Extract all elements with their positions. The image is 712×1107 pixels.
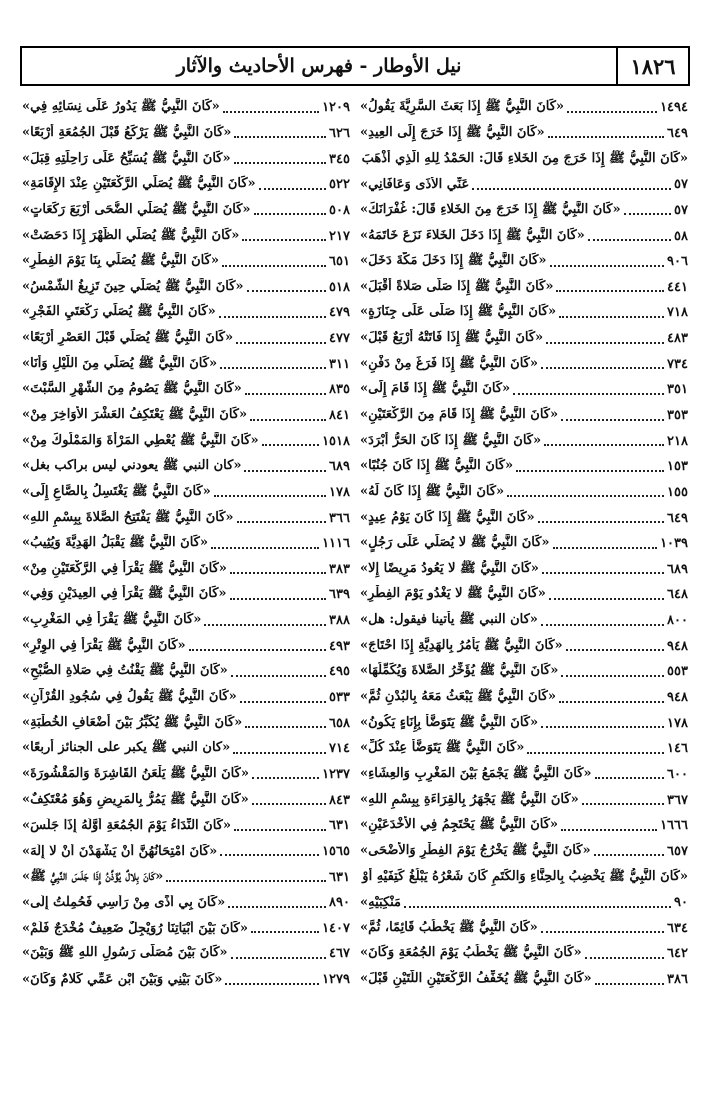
hadith-text: «كَانَ النَّبِيُّ ﷺ يَخْطُبُ يَوْمَ الجُمُعَةِ وَكَانَ» <box>360 945 582 961</box>
index-entry <box>360 198 688 224</box>
hadith-text: «كَانَ النَّبِيُّ ﷺ يَغْتَسِلُ بِالصَّاعِ إِلَى» <box>22 483 211 499</box>
hadith-text: «كَانَ النَّبِيُّ ﷺ إِذَا فَرَغَ مِنْ دَفْنِ» <box>360 355 538 371</box>
index-entry <box>22 505 350 531</box>
index-entry <box>360 300 688 326</box>
hadith-number: ٩٤٨ <box>667 638 688 654</box>
hadith-number: ٦٣٤ <box>667 920 688 936</box>
index-entry <box>360 864 688 890</box>
leader-dots <box>240 701 326 703</box>
index-entry <box>22 95 350 121</box>
hadith-text: «كَانَ النَّبِيُّ ﷺ إِذَا فَاتَتْهُ أَرْبَعٌ قَبْلَ» <box>360 330 544 346</box>
index-entry <box>22 813 350 839</box>
leader-dots <box>507 495 664 497</box>
hadith-number: ١٢٣٧ <box>322 766 350 782</box>
leader-dots <box>244 470 326 472</box>
hadith-text: «كَانَ النِّدَاءُ يَوْمَ الجُمُعَةِ أَوَّلُهُ إِذَا جَلَسَ» <box>22 818 231 834</box>
index-entry <box>360 480 688 506</box>
leader-dots <box>231 957 327 959</box>
hadith-number: ٦٨٩ <box>667 561 688 577</box>
hadith-number: ١٧٨ <box>329 484 350 500</box>
leader-dots <box>550 265 665 267</box>
index-entry <box>360 249 688 275</box>
hadith-number: ١٥٥ <box>667 484 688 500</box>
hadith-number: ٣٨٨ <box>329 613 350 629</box>
hadith-text: «كَانَ النَّبِيُّ ﷺ يُصَلِّي الرَّكْعَتَيْنِ عِنْدَ الإِقَامَةِ» <box>22 176 256 192</box>
hadith-number: ١٤٩٤ <box>660 100 688 116</box>
hadith-text: «كَانَ النَّبِيُّ ﷺ إِذَا كَانَ لَهُ» <box>360 483 505 499</box>
index-entry <box>360 377 688 403</box>
index-entry <box>22 864 350 890</box>
hadith-text: «كَانَ النَّبِيُّ ﷺ إِذَا كَانَ يَوْمُ عِيدٍ» <box>360 509 535 525</box>
hadith-number: ٦٤٢ <box>667 946 688 962</box>
leader-dots <box>166 880 326 882</box>
index-entry <box>360 172 688 198</box>
leader-dots <box>556 290 664 292</box>
hadith-number: ٣٤٥ <box>329 151 350 167</box>
index-entry <box>360 121 688 147</box>
index-entry <box>22 172 350 198</box>
index-entry <box>360 428 688 454</box>
index-entry <box>22 531 350 557</box>
leader-dots <box>236 342 326 344</box>
index-entry <box>360 967 688 993</box>
hadith-number: ٣٨٦ <box>667 972 688 988</box>
leader-dots <box>228 906 326 908</box>
index-entry <box>360 890 688 916</box>
hadith-text: «كان النبي ﷺ يعودني ليس براكب بغل» <box>22 458 242 474</box>
hadith-number: ٤٩٥ <box>329 664 350 680</box>
index-entry <box>22 967 350 993</box>
leader-dots <box>250 419 326 421</box>
hadith-number: ٣٨٣ <box>329 561 350 577</box>
index-entry <box>22 710 350 736</box>
index-entry <box>22 223 350 249</box>
leader-dots <box>561 829 657 831</box>
hadith-text: «كَانَ النَّبِيُّ ﷺ يَعْتَكِفُ العَشْرَ الأَوَاخِرَ مِنْ» <box>22 407 248 422</box>
hadith-text: «كَانَ النَّبِيُّ ﷺ لا يُصَلِّي عَلَى رَجُلٍ» <box>360 535 550 551</box>
leader-dots <box>233 752 326 754</box>
hadith-number: ٥٢٢ <box>329 177 350 193</box>
leader-dots <box>516 470 664 472</box>
leader-dots <box>234 136 326 138</box>
index-entry <box>22 454 350 480</box>
hadith-text: «كَانَ النَّبِيُّ ﷺ إِذَا بَعَثَ السَّرِيَّةَ يَقُولُ» <box>360 99 565 115</box>
hadith-text: «كَانَ النَّبِيُّ ﷺ إِذَا خَرَجَ مِنَ الخَلاءِ قَالَ: غُفْرَانَكَ» <box>360 201 621 217</box>
index-entry <box>360 839 688 865</box>
hadith-text: «كَانَ النَّبِيُّ ﷺ إِذَا دَخَلَ الخَلاءَ نَزَعَ خَاتَمَهُ» <box>360 227 585 243</box>
hadith-text: «كَانَ بَيْنِي وَبَيْنَ ابْنِ عَمِّي كَلامٌ وَكَانَ» <box>22 972 223 988</box>
index-entry <box>22 428 350 454</box>
index-entry <box>360 710 688 736</box>
leader-dots <box>247 290 327 292</box>
leader-dots <box>189 649 326 651</box>
index-entry <box>360 659 688 685</box>
hadith-number: ٦٥٨ <box>329 715 350 731</box>
hadith-number: ٣٥٣ <box>667 408 688 423</box>
index-entry <box>360 505 688 531</box>
leader-dots <box>231 675 326 677</box>
leader-dots <box>538 521 664 523</box>
index-entry <box>22 403 350 429</box>
leader-dots <box>234 829 326 831</box>
leader-dots <box>214 495 326 497</box>
leader-dots <box>259 188 326 190</box>
hadith-number: ٣٦٦ <box>329 510 350 526</box>
hadith-text: «كَانَ النَّبِيُّ ﷺ يَرْكَعُ قَبْلَ الجُمُعَةِ أَرْبَعًا» <box>22 124 232 140</box>
index-entry <box>22 890 350 916</box>
index-entry <box>22 941 350 967</box>
hadith-text: «كَانَ بِي أَذًى مِنْ رَأْسِي فَحُمِلْتُ إِلَى» <box>22 895 226 911</box>
hadith-number: ٨٤٣ <box>329 792 350 808</box>
hadith-text: مَنْكِبَيْهِ» <box>360 895 402 911</box>
hadith-text: «كان النبي ﷺ يأتينا فيقول: هل» <box>360 612 538 628</box>
leader-dots <box>546 342 664 344</box>
hadith-text: «كَانَ النَّبِيُّ ﷺ يَخْطُبُ قَائِمًا، ثُمَّ» <box>360 919 538 935</box>
leader-dots <box>624 213 671 215</box>
leader-dots <box>219 316 326 318</box>
index-entry <box>360 274 688 300</box>
leader-dots <box>245 393 326 395</box>
leader-dots <box>542 572 664 574</box>
hadith-text: «كَانَ النَّبِيُّ ﷺ يَقْرَأُ فِي المَغْرِبِ» <box>22 612 202 628</box>
hadith-text: «كَانَ النَّبِيُّ ﷺ إِذَا صَلَّى عَلَى جِنَازَةٍ» <box>360 304 557 320</box>
hadith-number: ٢١٧ <box>329 228 350 244</box>
index-entry <box>360 454 688 480</box>
hadith-text: «كَانَ النَّبِيُّ ﷺ يَقْنُتُ فِي صَلاةِ الصُّبْحِ» <box>22 663 228 679</box>
hadith-number: ٨٩٠ <box>329 895 350 911</box>
hadith-text: «كَانَ النَّبِيُّ ﷺ إِذَا خَرَجَ إِلَى العِيدِ» <box>360 124 545 140</box>
hadith-text: «كَانَ النَّبِيُّ ﷺ يَبْعَثُ مَعَهُ بِالبُدْنِ ثُمَّ» <box>360 689 556 705</box>
hadith-number: ١٧٨ <box>667 715 688 731</box>
hadith-text: «كَانَ النَّبِيُّ ﷺ يَجْهَرُ بِالقِرَاءَةِ بِبِسْمِ اللهِ» <box>360 791 579 807</box>
hadith-number: ١٤٦ <box>667 741 688 757</box>
index-entry <box>360 223 688 249</box>
leader-dots <box>230 598 327 600</box>
leader-dots <box>559 316 664 318</box>
leader-dots <box>595 777 665 779</box>
hadith-number: ٩٠٦ <box>667 254 688 270</box>
hadith-number: ٥٨ <box>674 228 688 244</box>
leader-dots <box>245 726 326 728</box>
leader-dots <box>541 931 664 933</box>
leader-dots <box>262 444 319 446</box>
index-entry <box>22 659 350 685</box>
index-entry <box>22 121 350 147</box>
index-entry <box>22 326 350 352</box>
index-entry <box>360 633 688 659</box>
hadith-number: ٨٤١ <box>329 408 350 423</box>
index-entry <box>22 685 350 711</box>
leader-dots <box>251 931 319 933</box>
hadith-text: «كَانَ النَّبِيُّ ﷺ يَصُومُ مِنَ الشَّهْرِ السَّبْتَ» <box>22 381 242 397</box>
leader-dots <box>594 854 664 856</box>
hadith-number: ٦٣١ <box>329 869 350 885</box>
index-entry <box>360 813 688 839</box>
hadith-text: «كَانَ النَّبِيُّ ﷺ يَدُورُ عَلَى نِسَائِهِ فِي» <box>22 99 220 115</box>
hadith-number: ٩٠ <box>674 895 688 911</box>
leader-dots <box>541 624 664 626</box>
leader-dots <box>559 701 664 703</box>
leader-dots <box>585 957 664 959</box>
index-entry <box>360 787 688 813</box>
leader-dots <box>222 265 326 267</box>
hadith-number: ٧١٨ <box>667 305 688 321</box>
leader-dots <box>404 906 671 908</box>
index-entry <box>360 762 688 788</box>
index-entry <box>22 198 350 224</box>
leader-dots <box>582 803 664 805</box>
hadith-number: ٦٥٧ <box>667 843 688 859</box>
hadith-text: «كَانَ النَّبِيُّ ﷺ يَقْرَأُ فِي الوِتْرِ» <box>22 637 186 653</box>
page-number: ١٨٢٦ <box>616 48 688 84</box>
index-entry <box>22 377 350 403</box>
hadith-number: ٦٥١ <box>329 254 350 270</box>
hadith-text: «كَانَ النَّبِيُّ ﷺ يُخَفِّفُ الرَّكْعَتَيْنِ اللَّتَيْنِ قَبْلَ» <box>360 971 592 987</box>
leader-dots <box>204 624 326 626</box>
index-entry <box>22 249 350 275</box>
hadith-number: ٣٦٧ <box>667 792 688 808</box>
index-column-right <box>360 95 688 1095</box>
index-entry <box>22 839 350 865</box>
hadith-number: ١٢٠٩ <box>322 100 350 116</box>
hadith-text: «كَانَ النَّبِيُّ ﷺ يُكَبِّرُ بَيْنَ أَضْعَافِ الخُطْبَةِ» <box>22 714 243 730</box>
hadith-number: ٦٤٨ <box>667 587 688 603</box>
leader-dots <box>567 111 657 113</box>
index-entry <box>360 941 688 967</box>
index-entry <box>22 582 350 608</box>
hadith-text: «كَانَ النَّبِيُّ ﷺ يُعْطِي المَرْأَةَ وَالمَمْلُوكَ مِنْ» <box>22 432 259 448</box>
index-entry <box>360 557 688 583</box>
hadith-text: «كَانَ النَّبِيُّ ﷺ إِذَا قَامَ إِلَى» <box>360 381 511 397</box>
hadith-text: «كَانَ النَّبِيُّ ﷺ يَفْتَتِحُ الصَّلاةَ بِبِسْمِ اللهِ» <box>22 509 234 525</box>
hadith-text: «كَانَ بَيْنَ أَبْيَاتِنَا رُوَيْجِلٌ ضَعِيفٌ مُخْدَجٌ فَلَمْ» <box>22 920 248 936</box>
leader-dots <box>252 777 319 779</box>
leader-dots <box>225 983 319 985</box>
hadith-text: «كَانَ النَّبِيُّ ﷺ يَحْتَجِمُ فِي الأَخْدَعَيْنِ» <box>360 817 559 833</box>
hadith-text: «كَانَ النَّبِيُّ ﷺ إِذَا خَرَجَ مِنَ الخَلاءِ قَالَ: الحَمْدُ لِلهِ الَّذِي أَذْهَبَ <box>361 150 688 166</box>
hadith-number: ٨٠٠ <box>667 613 688 629</box>
leader-dots <box>541 367 664 369</box>
hadith-text: «كَانَ النَّبِيُّ ﷺ لا يَغْدُو يَوْمَ الفِطْرِ» <box>360 586 546 602</box>
hadith-text: عَنِّي الأَذَى وَعَافَانِي» <box>360 177 470 193</box>
index-entry <box>22 762 350 788</box>
hadith-number: ١٥٦٥ <box>322 843 350 859</box>
hadith-number: ١١١٦ <box>322 536 350 552</box>
hadith-text: «كَانَ النَّبِيُّ ﷺ يُصَلِّي الظُّهْرَ إِذَا دَحَضَتْ» <box>22 227 240 243</box>
hadith-number: ٧٣٤ <box>667 356 688 372</box>
index-entry <box>22 146 350 172</box>
index-entry <box>22 608 350 634</box>
hadith-number: ٤٨٣ <box>667 331 688 347</box>
hadith-text: «كَانَ النَّبِيُّ ﷺ يَقْرَأُ فِي العِيدَيْنِ وَفِي» <box>22 586 227 602</box>
index-entry <box>360 685 688 711</box>
index-entry <box>360 916 688 942</box>
hadith-text: «كَانَ النَّبِيُّ ﷺ يَقْرَأُ فِي الرَّكْعَتَيْنِ مِنْ» <box>22 560 227 576</box>
index-entry <box>360 403 688 429</box>
hadith-text: «كَانَ النَّبِيُّ ﷺ يُصَلِّي الضُّحَى أَرْبَعَ رَكَعَاتٍ» <box>22 201 251 217</box>
hadith-text: «كَانَ النَّبِيُّ ﷺ يُؤَخِّرُ الصَّلاةَ وَيُكَمِّلُهَا» <box>360 663 559 679</box>
hadith-number: ٦٣٩ <box>329 587 350 603</box>
hadith-number: ٤٦٧ <box>329 946 350 962</box>
hadith-text: «كَانَ بَيْنَ مُصَلَّى رَسُولِ اللهِ ﷺ وَبَيْنَ» <box>22 945 228 961</box>
hadith-text: «كَانَ النَّبِيُّ ﷺ يَمُرُّ بِالمَرِيضِ وَهُوَ مُعْتَكِفٌ» <box>22 791 249 807</box>
leader-dots <box>254 213 327 215</box>
hadith-text: «كَانَ امْتِحَانُهُنَّ أَنْ يَشْهَدْنَ أَنْ لا إِلَهَ» <box>22 843 218 859</box>
hadith-text: «كَانَ النَّبِيُّ ﷺ يَجْمَعُ بَيْنَ المَغْرِبِ وَالعِشَاءِ» <box>360 765 592 781</box>
leader-dots <box>223 111 319 113</box>
hadith-number: ١٥٣ <box>667 459 688 475</box>
leader-dots <box>561 419 664 421</box>
hadith-text: «كَانَ النَّبِيُّ ﷺ إِذَا صَلَّى صَلاةً أَقْبَلَ» <box>360 278 554 294</box>
hadith-number: ٥١٨ <box>329 279 350 295</box>
leader-dots <box>220 367 326 369</box>
leader-dots <box>513 393 664 395</box>
hadith-text: «كان النبي ﷺ يكبر على الجنائز أربعًا» <box>22 740 231 756</box>
hadith-number: ٤٩٣ <box>329 638 350 654</box>
index-entry <box>22 274 350 300</box>
hadith-text: «كَانَ النَّبِيُّ ﷺ يَقْبَلُ الهَدِيَّةَ وَيُثِيبُ» <box>22 535 208 551</box>
leader-dots <box>211 547 319 549</box>
hadith-text: «كَانَ النَّبِيُّ ﷺ لا يَعُودُ مَرِيضًا إِلا» <box>360 560 539 576</box>
hadith-text: «كَانَ النَّبِيُّ ﷺ يَلْعَنُ القَاشِرَةَ وَالمَقْشُورَةَ» <box>22 765 249 781</box>
index-entry <box>360 146 688 172</box>
hadith-number: ٤٧٩ <box>329 305 350 321</box>
leader-dots <box>230 572 326 574</box>
leader-dots <box>234 162 326 164</box>
hadith-number: ٥٣٣ <box>329 690 350 706</box>
hadith-text: «كَانَ النَّبِيُّ ﷺ يُسَبِّحُ عَلَى رَاحِلَتِهِ قِبَلَ» <box>22 150 231 166</box>
hadith-text: «كَانَ النَّبِيُّ ﷺ يُصَلِّي قَبْلَ العَصْرِ أَرْبَعًا» <box>22 330 234 346</box>
leader-dots <box>237 521 327 523</box>
hadith-text: «كَانَ النَّبِيُّ ﷺ يُصَلِّي بِنَا يَوْمَ الفِطْرِ» <box>22 253 219 269</box>
hadith-number: ٢١٨ <box>667 433 688 449</box>
leader-dots <box>548 136 664 138</box>
hadith-text: «كَانَ النَّبِيُّ ﷺ يَقُولُ فِي سُجُودِ القُرْآنِ» <box>22 689 237 705</box>
index-entry <box>22 787 350 813</box>
hadith-text: «كَانَ النَّبِيُّ ﷺ يَأْمُرُ بِالهَدِيَّةِ إِذَا احْتَاجَ» <box>360 637 563 653</box>
leader-dots <box>527 752 664 754</box>
hadith-number: ١٢٧٩ <box>322 972 350 988</box>
hadith-number: ٨٣٥ <box>329 382 350 398</box>
leader-dots <box>541 726 664 728</box>
leader-dots <box>566 649 664 651</box>
hadith-number: ٦٤٩ <box>667 510 688 526</box>
leader-dots <box>242 239 326 241</box>
index-entry <box>22 480 350 506</box>
leader-dots <box>220 854 319 856</box>
hadith-text: «كَانَ النَّبِيُّ ﷺ يَخْضِبُ بِالحِنَّاءِ وَالكَتَمِ كَانَ شَعْرُهُ يَبْلُغُ كَتِفَيْهِ أَوْ <box>362 868 688 884</box>
index-entry <box>360 736 688 762</box>
leader-dots <box>588 239 671 241</box>
leader-dots <box>544 444 664 446</box>
hadith-text: «كَانَ بِلالٌ يُؤَذِّنُ إِذَا جَلَسَ النَّبِيُّ ﷺ» <box>22 868 164 884</box>
index-entry <box>22 916 350 942</box>
index-entry <box>360 531 688 557</box>
hadith-number: ١٦٦٦ <box>660 818 688 834</box>
leader-dots <box>595 983 664 985</box>
hadith-number: ٥٧ <box>674 202 688 218</box>
hadith-text: «كَانَ النَّبِيُّ ﷺ يُصَلِّي حِينَ تَزِيغُ الشَّمْسُ» <box>22 278 244 294</box>
hadith-text: «كَانَ النَّبِيُّ ﷺ إِذَا دَخَلَ مَكَّةَ دَخَلَ» <box>360 253 547 269</box>
hadith-number: ١٤٠٧ <box>322 920 350 936</box>
hadith-text: «كَانَ النَّبِيُّ ﷺ يَتَوَضَّأُ عِنْدَ كُلِّ» <box>360 740 525 756</box>
hadith-number: ٥٠٨ <box>329 202 350 218</box>
running-title: نيل الأوطار - فهرس الأحاديث والآثار <box>176 55 462 77</box>
hadith-number: ٦٨٩ <box>329 459 350 475</box>
hadith-number: ٧١٤ <box>329 741 350 757</box>
page-header <box>20 46 690 86</box>
index-entry <box>360 608 688 634</box>
leader-dots <box>549 598 664 600</box>
hadith-number: ٦٠٠ <box>667 766 688 782</box>
index-entry <box>22 736 350 762</box>
leader-dots <box>561 675 664 677</box>
hadith-text: «كَانَ النَّبِيُّ ﷺ إِذَا كَانَ جُنُبًا» <box>360 458 514 474</box>
leader-dots <box>553 547 658 549</box>
index-entry <box>22 351 350 377</box>
hadith-number: ٩٤٨ <box>667 690 688 706</box>
index-entry <box>360 326 688 352</box>
hadith-number: ١٠٣٩ <box>660 536 688 552</box>
hadith-number: ٦٣١ <box>329 818 350 834</box>
leader-dots <box>472 188 671 190</box>
hadith-number: ٦٤٩ <box>667 125 688 141</box>
hadith-text: «كَانَ النَّبِيُّ ﷺ يَتَوَضَّأُ بِإِنَاءٍ يَكُونُ» <box>360 714 539 730</box>
hadith-text: «كَانَ النَّبِيُّ ﷺ يُصَلِّي مِنَ اللَّيْلِ وَأَنَا» <box>22 355 218 371</box>
hadith-number: ٤٧٧ <box>329 331 350 347</box>
index-entry <box>360 95 688 121</box>
hadith-number: ٣٥١ <box>667 382 688 398</box>
hadith-number: ١٥١٨ <box>322 433 350 449</box>
hadith-number: ٥٧ <box>674 177 688 193</box>
hadith-text: «كَانَ النَّبِيُّ ﷺ إِذَا كَانَ الحَرُّ أَبْرَدَ» <box>360 432 542 448</box>
index-column-left <box>22 95 350 1095</box>
index-entry <box>22 633 350 659</box>
hadith-number: ٦٢٦ <box>329 125 350 141</box>
hadith-number: ٥٥٣ <box>667 664 688 680</box>
index-entry <box>22 557 350 583</box>
hadith-text: «كَانَ النَّبِيُّ ﷺ يَخْرُجُ يَوْمَ الفِطْرِ وَالأَضْحَى» <box>360 842 591 858</box>
hadith-number: ٣١١ <box>329 356 350 372</box>
index-entry <box>360 351 688 377</box>
hadith-text: «كَانَ النَّبِيُّ ﷺ إِذَا قَامَ مِنَ الرَّكْعَتَيْنِ» <box>360 407 559 422</box>
index-entry <box>22 300 350 326</box>
leader-dots <box>252 803 326 805</box>
hadith-text: «كَانَ النَّبِيُّ ﷺ يُصَلِّي رَكْعَتَيِ الفَجْرِ» <box>22 304 216 320</box>
hadith-number: ٤٤١ <box>667 279 688 295</box>
index-entry <box>360 582 688 608</box>
